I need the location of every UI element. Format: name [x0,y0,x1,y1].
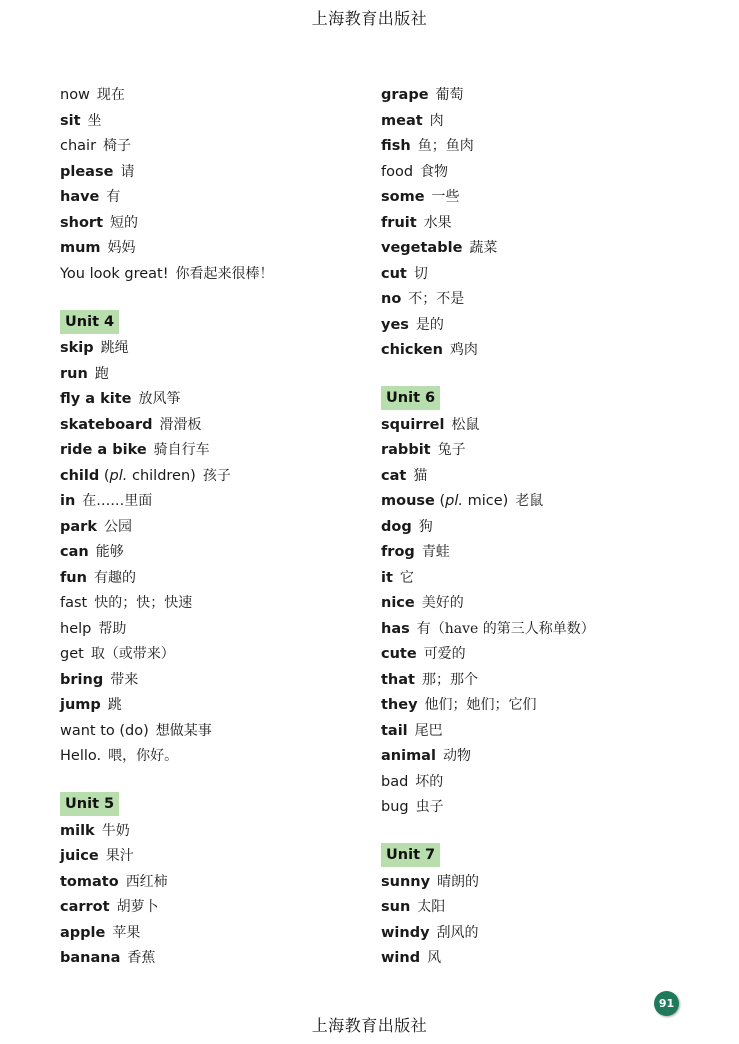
chinese-meaning: 滑滑板 [159,416,202,433]
vocab-entry [381,83,711,109]
vocab-entry [60,362,390,388]
vocab-entry [381,338,711,364]
english-word: mouse [381,493,435,509]
english-word: they [381,697,418,713]
english-word: milk [60,822,95,839]
chinese-meaning: 那；那个 [421,671,478,688]
vocab-entry [60,211,390,237]
chinese-meaning: 妈妈 [107,240,136,256]
vocab-entry [381,236,711,262]
english-word: chicken [381,342,443,358]
vocab-entry [60,719,390,745]
english-word: bring [60,671,104,688]
english-word: banana [60,950,121,966]
english-word: can [60,544,89,560]
plural-note-open: ( [99,467,110,484]
english-word: fly a kite [60,391,132,407]
vocab-entry [60,160,390,186]
chinese-meaning: 跳绳 [100,340,129,356]
english-word: that [381,671,415,688]
chinese-meaning: 跑 [94,365,109,382]
right-column [381,83,711,972]
chinese-meaning: 老鼠 [515,493,544,509]
english-word: mum [60,240,101,256]
chinese-meaning: 你看起来很棒！ [175,265,274,282]
unit-heading-5: Unit 5 [60,792,119,816]
chinese-meaning: 帮助 [98,620,127,637]
vocab-entry [381,770,711,796]
chinese-meaning: 食物 [420,163,449,180]
vocab-entry [381,668,711,694]
chinese-meaning: 鱼；鱼肉 [417,138,474,154]
english-word: meat [381,112,423,129]
chinese-meaning: 刮风的 [436,924,479,941]
chinese-meaning: 现在 [96,87,125,103]
chinese-meaning: 请 [120,163,135,180]
chinese-meaning: 孩子 [202,467,231,484]
chinese-meaning: 公园 [103,518,132,535]
vocab-entry [60,895,390,921]
publisher-header: 上海教育出版社 [311,9,428,28]
chinese-meaning: 果汁 [105,848,134,864]
unit-heading-6: Unit 6 [381,386,440,410]
english-word: nice [381,595,415,611]
english-word: rabbit [381,442,431,458]
english-word: grape [381,87,429,103]
chinese-meaning: 兔子 [437,442,466,458]
vocab-entry [60,236,390,262]
chinese-meaning: 在……里面 [82,493,153,509]
vocab-entry [381,185,711,211]
english-word: fruit [381,214,417,231]
left-column [60,83,390,972]
vocab-entry [381,642,711,668]
plural-form: mice) [462,493,509,509]
english-word: dog [381,518,412,535]
word-list-unit-5-continued [381,83,711,364]
word-list-unit-7 [381,870,711,972]
vocab-entry [60,591,390,617]
english-word: bug [381,799,409,815]
chinese-meaning: 它 [399,569,414,586]
chinese-meaning: 美好的 [421,595,464,611]
vocab-entry [381,693,711,719]
chinese-meaning: 坏的 [415,773,444,790]
chinese-meaning: 放风筝 [138,391,181,407]
chinese-meaning: 有（have 的第三人称单数） [416,620,595,637]
chinese-meaning: 葡萄 [435,87,464,103]
english-word: Hello. [60,748,102,764]
chinese-meaning: 快的；快；快速 [94,595,193,611]
vocab-entry [381,313,711,339]
vocab-entry [381,489,711,515]
english-word: vegetable [381,240,463,256]
vocab-entry [381,795,711,821]
chinese-meaning: 青蛙 [421,544,450,560]
chinese-meaning: 有 [106,189,121,205]
chinese-meaning: 水果 [423,214,452,231]
vocab-entry [60,262,390,288]
chinese-meaning: 胡萝卜 [116,899,159,915]
english-word: help [60,620,92,637]
english-word: in [60,493,76,509]
word-list-unit-5 [60,819,390,972]
chinese-meaning: 太阳 [417,899,446,915]
chinese-meaning: 骑自行车 [153,442,210,458]
english-word: apple [60,924,106,941]
vocab-entry [60,946,390,972]
english-word: sun [381,899,411,915]
chinese-meaning: 椅子 [103,138,132,154]
english-word: park [60,518,97,535]
vocab-entry [381,744,711,770]
vocab-entry [381,617,711,643]
chinese-meaning: 可爱的 [423,646,466,662]
vocab-entry [381,160,711,186]
vocab-entry [60,819,390,845]
chinese-meaning: 想做某事 [155,722,212,739]
vocab-entry [381,438,711,464]
chinese-meaning: 虫子 [415,799,444,815]
english-word: juice [60,848,99,864]
english-word: fish [381,138,411,154]
word-list-continued [60,83,390,287]
english-word: carrot [60,899,110,915]
word-list-unit-4 [60,336,390,770]
chinese-meaning: 他们；她们；它们 [424,697,537,713]
vocab-entry [60,844,390,870]
english-word: cut [381,265,407,282]
chinese-meaning: 风 [427,950,442,966]
chinese-meaning: 香蕉 [127,950,156,966]
unit-heading-4: Unit 4 [60,310,119,334]
vocab-entry [381,211,711,237]
english-word: get [60,646,84,662]
vocab-entry [381,870,711,896]
vocab-entry [381,946,711,972]
chinese-meaning: 猫 [413,467,428,484]
chinese-meaning: 肉 [429,112,444,129]
english-word: fast [60,595,88,611]
publisher-footer: 上海教育出版社 [311,1016,428,1035]
vocab-entry [381,921,711,947]
chinese-meaning: 西红柿 [125,873,168,890]
chinese-meaning: 切 [413,265,428,282]
english-word: please [60,163,114,180]
vocab-entry [60,540,390,566]
vocab-entry [381,515,711,541]
english-word: no [381,291,402,307]
english-word: sunny [381,873,431,890]
vocab-entry [60,921,390,947]
vocab-entry [60,617,390,643]
vocab-entry [381,109,711,135]
chinese-meaning: 带来 [110,671,139,688]
unit-heading-7: Unit 7 [381,843,440,867]
plural-note-open: ( [434,493,446,509]
vocab-entry [381,566,711,592]
chinese-meaning: 鸡肉 [449,342,478,358]
english-word: have [60,189,100,205]
english-word: animal [381,748,436,764]
vocab-entry [60,185,390,211]
vocab-entry [60,134,390,160]
english-word: You look great! [60,265,169,282]
vocab-entry [60,464,390,490]
english-word: fun [60,569,87,586]
english-word: skip [60,340,94,356]
chinese-meaning: 蔬菜 [469,240,498,256]
english-word: cat [381,467,407,484]
chinese-meaning: 一些 [431,189,460,205]
english-word: jump [60,697,101,713]
page-number-badge: 91 [654,991,679,1016]
english-word: short [60,214,103,231]
chinese-meaning: 是的 [415,316,444,333]
english-word: bad [381,773,409,790]
chinese-meaning: 牛奶 [101,822,130,839]
vocab-entry [60,515,390,541]
plural-abbrev: pl. [445,493,463,509]
vocab-entry [60,413,390,439]
chinese-meaning: 松鼠 [451,416,480,433]
vocab-entry [60,109,390,135]
english-word: squirrel [381,416,445,433]
english-word: frog [381,544,415,560]
chinese-meaning: 跳 [107,697,122,713]
english-word: it [381,569,393,586]
vocab-entry [60,336,390,362]
vocab-entry [60,489,390,515]
vocab-entry [381,413,711,439]
chinese-meaning: 能够 [95,544,124,560]
vocab-entry [381,464,711,490]
english-word: ride a bike [60,442,147,458]
english-word: child [60,467,100,484]
english-word: wind [381,950,421,966]
english-word: tail [381,722,408,739]
chinese-meaning: 喂，你好。 [108,748,179,764]
vocab-entry [60,744,390,770]
vocab-entry [381,134,711,160]
english-word: has [381,620,410,637]
english-word: cute [381,646,417,662]
vocab-entry [60,566,390,592]
vocab-entry [60,642,390,668]
chinese-meaning: 有趣的 [93,569,136,586]
plural-abbrev: pl. [109,467,128,484]
english-word: want to (do) [60,722,149,739]
english-word: yes [381,316,409,333]
vocab-entry [60,870,390,896]
vocab-entry [60,387,390,413]
chinese-meaning: 坐 [87,112,102,129]
vocab-entry [60,668,390,694]
english-word: sit [60,112,81,129]
vocab-entry [60,83,390,109]
vocab-entry [381,719,711,745]
vocab-entry [381,287,711,313]
chinese-meaning: 苹果 [112,924,141,941]
chinese-meaning: 动物 [442,748,471,764]
vocab-entry [381,895,711,921]
english-word: food [381,163,414,180]
vocab-entry [381,540,711,566]
english-word: tomato [60,873,119,890]
chinese-meaning: 晴朗的 [437,873,480,890]
english-word: run [60,365,88,382]
vocab-entry [60,438,390,464]
plural-form: children) [127,467,196,484]
chinese-meaning: 取（或带来） [90,646,175,662]
english-word: windy [381,924,430,941]
vocab-entry [60,693,390,719]
vocab-entry [381,262,711,288]
chinese-meaning: 狗 [418,518,433,535]
chinese-meaning: 短的 [110,214,138,231]
english-word: chair [60,138,97,154]
english-word: some [381,189,425,205]
word-list-unit-6 [381,413,711,821]
chinese-meaning: 不；不是 [408,291,465,307]
vocab-entry [381,591,711,617]
chinese-meaning: 尾巴 [414,722,443,739]
english-word: skateboard [60,416,153,433]
english-word: now [60,87,90,103]
